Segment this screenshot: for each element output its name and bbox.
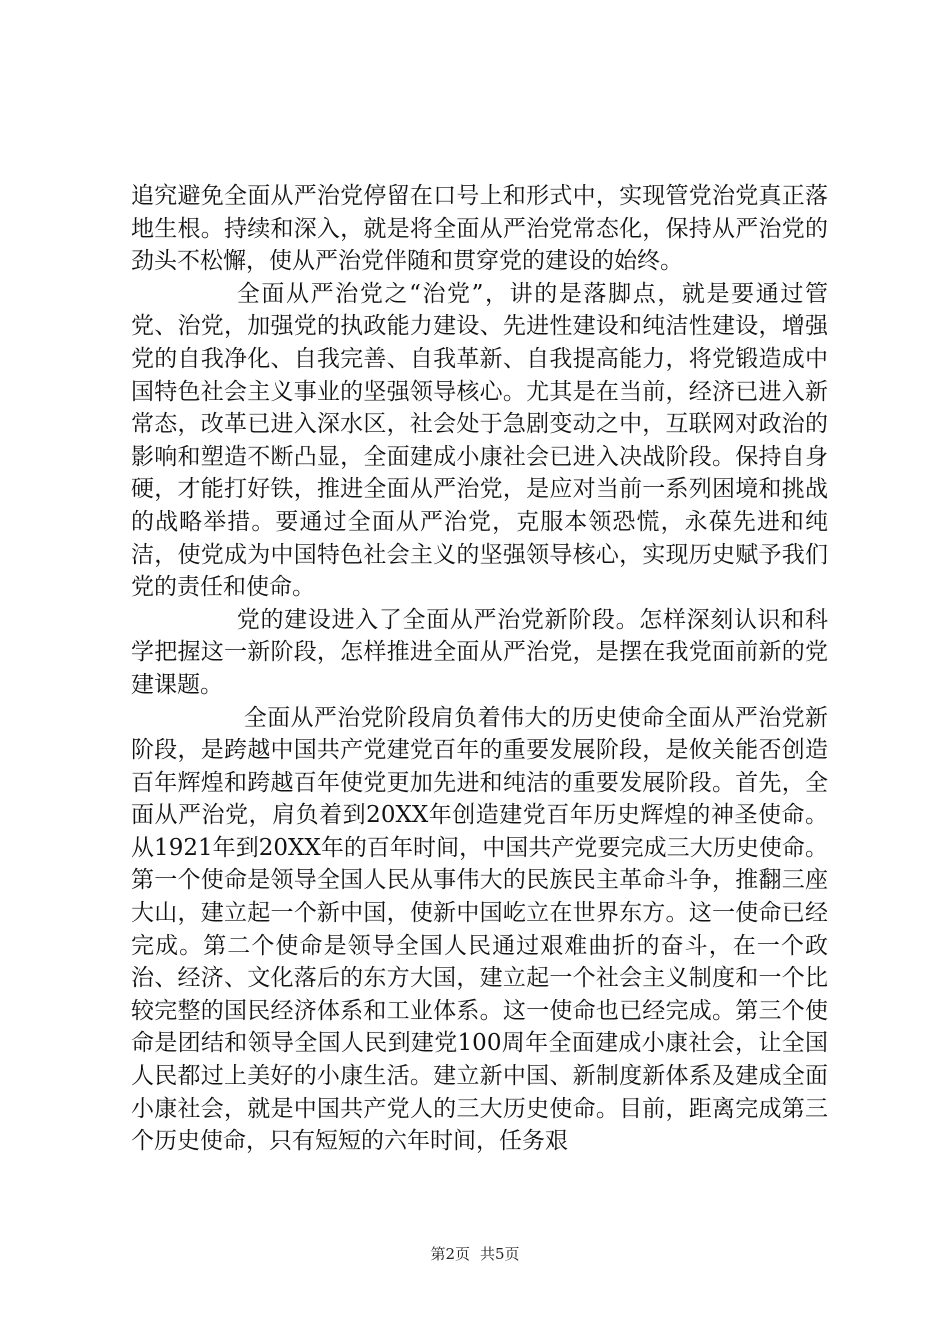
document-body xyxy=(131,180,828,1158)
page-footer xyxy=(0,1243,950,1264)
paragraph-4: 全面从严治党阶段肩负着伟大的历史使命全面从严治党新阶段，是跨越中国共产党建党百年的重要发展阶段，是攸关能否创造百年辉煌和跨越百年使党更加先进和纯洁的重要发展阶段。首先，全面从严治党，肩负着到20XX年创造建党百年历史辉煌的神圣使命。从1921年到20XX年的百年时间，中国共产党要完成三大历史使命。第一个使命是领导全国人民从事伟大的民族民主革命斗争，推翻三座大山，建立起一个新中国，使新中国屹立在世界东方。这一使命已经完成。第二个使命是领导全国人民通过艰难曲折的奋斗，在一个政治、经济、文化落后的东方大国，建立起一个社会主义制度和一个比较完整的国民经济体系和工业体系。这一使命也已经完成。第三个使命是团结和领导全国人民到建党100周年全面建成小康社会，让全国人民都过上美好的小康生活。建立新中国、新制度新体系及建成全面小康社会，就是中国共产党人的三大历史使命。目前，距离完成第三个历史使命，只有短短的六年时间，任务艰 xyxy=(131,704,828,1155)
paragraph-3: 党的建设进入了全面从严治党新阶段。怎样深刻认识和科学把握这一新阶段，怎样推进全面从严治党，是摆在我党面前新的党建课题。 xyxy=(131,606,828,698)
page-number: 第2页 xyxy=(430,1245,470,1263)
paragraph-2: 全面从严治党之“治党”，讲的是落脚点，就是要通过管党、治党，加强党的执政能力建设、先进性建设和纯洁性建设，增强党的自我净化、自我完善、自我革新、自我提高能力，将党锻造成中国特色社会主义事业的坚强领导核心。尤其是在当前，经济已进入新常态，改革已进入深水区，社会处于急剧变动之中，互联网对政治的影响和塑造不断凸显，全面建成小康社会已进入决战阶段。保持自身硬，才能打好铁，推进全面从严治党，是应对当前一系列困境和挑战的战略举措。要通过全面从严治党，克服本领恐慌，永葆先进和纯洁，使党成为中国特色社会主义的坚强领导核心，实现历史赋予我们党的责任和使命。 xyxy=(131,280,828,601)
paragraph-1: 追究避免全面从严治党停留在口号上和形式中，实现管党治党真正落地生根。持续和深入，就是将全面从严治党常态化，保持从严治党的劲头不松懈，使从严治党伴随和贯穿党的建设的始终。 xyxy=(131,183,828,275)
page-total: 共5页 xyxy=(480,1245,520,1263)
